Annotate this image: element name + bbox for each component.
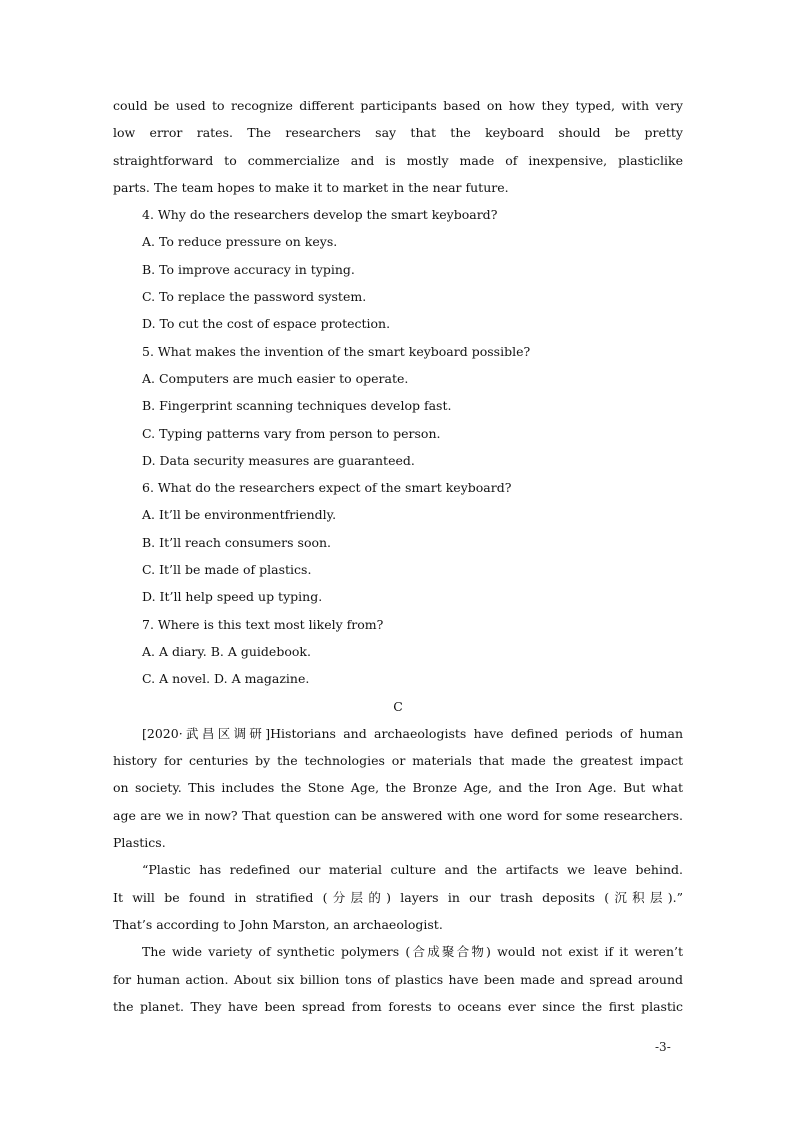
question-6-option-a: A. It’ll be environmentfriendly. (142, 507, 337, 523)
intro-paragraph (113, 92, 683, 201)
question-6-option-c: C. It’ll be made of plastics. (142, 562, 312, 578)
question-4: 4. Why do the researchers develop the smart keyboard? (142, 207, 498, 223)
question-6-option-d: D. It’ll help speed up typing. (142, 589, 323, 605)
passage-line-4: age are we in now? That question can be answered with one word for some researchers. (113, 807, 683, 823)
intro-line-2: low error rates. The researchers say that the keyboard should be pretty (113, 125, 683, 141)
question-6: 6. What do the researchers expect of the smart keyboard? (142, 480, 512, 496)
passage-line-7: It will be found in stratified (分层的) layers in our trash deposits (沉积层).” (113, 889, 683, 905)
question-6-option-b: B. It’ll reach consumers soon. (142, 534, 332, 550)
question-block (113, 201, 683, 692)
passage-line-1: [2020·武昌区调研]Historians and archaeologists have defined periods of human (142, 725, 683, 741)
question-4-option-b: B. To improve accuracy in typing. (142, 261, 355, 277)
page-number: -3- (655, 1040, 671, 1054)
intro-line-3: straightforward to commercialize and is mostly made of inexpensive, plasticlike (113, 152, 683, 168)
passage-line-2: history for centuries by the technologies or materials that made the greatest impact (113, 753, 683, 769)
question-4-option-a: A. To reduce pressure on keys. (142, 234, 338, 250)
question-7-options-ab: A. A diary. B. A guidebook. (142, 643, 311, 659)
passage-line-8: That’s according to John Marston, an archaeologist. (113, 916, 443, 932)
intro-line-4: parts. The team hopes to make it to market in the near future. (113, 179, 509, 195)
passage-line-10: for human action. About six billion tons of plastics have been made and spread around (113, 971, 683, 987)
question-5-option-d: D. Data security measures are guaranteed. (142, 452, 415, 468)
question-5: 5. What makes the invention of the smart keyboard possible? (142, 343, 531, 359)
question-5-option-b: B. Fingerprint scanning techniques develop fast. (142, 398, 452, 414)
passage-line-9: The wide variety of synthetic polymers (合成聚合物) would not exist if it weren’t (142, 944, 683, 960)
question-4-option-c: C. To replace the password system. (142, 289, 367, 305)
intro-line-1: could be used to recognize different participants based on how they typed, with very (113, 98, 683, 113)
question-4-option-d: D. To cut the cost of espace protection. (142, 316, 391, 332)
passage-line-11: the planet. They have been spread from forests to oceans ever since the first plastic (113, 998, 683, 1014)
passage-line-5: Plastics. (113, 835, 166, 851)
passage-line-3: on society. This includes the Stone Age, the Bronze Age, and the Iron Age. But what (113, 780, 683, 796)
page-content (113, 92, 683, 1020)
passage-line-6: “Plastic has redefined our material culture and the artifacts we leave behind. (142, 862, 683, 878)
passage-c (113, 720, 683, 1020)
question-7-options-cd: C. A novel. D. A magazine. (142, 671, 310, 687)
question-5-option-a: A. Computers are much easier to operate. (142, 370, 409, 386)
question-5-option-c: C. Typing patterns vary from person to person. (142, 425, 441, 441)
section-heading: C (393, 698, 403, 714)
question-7: 7. Where is this text most likely from? (142, 616, 384, 632)
